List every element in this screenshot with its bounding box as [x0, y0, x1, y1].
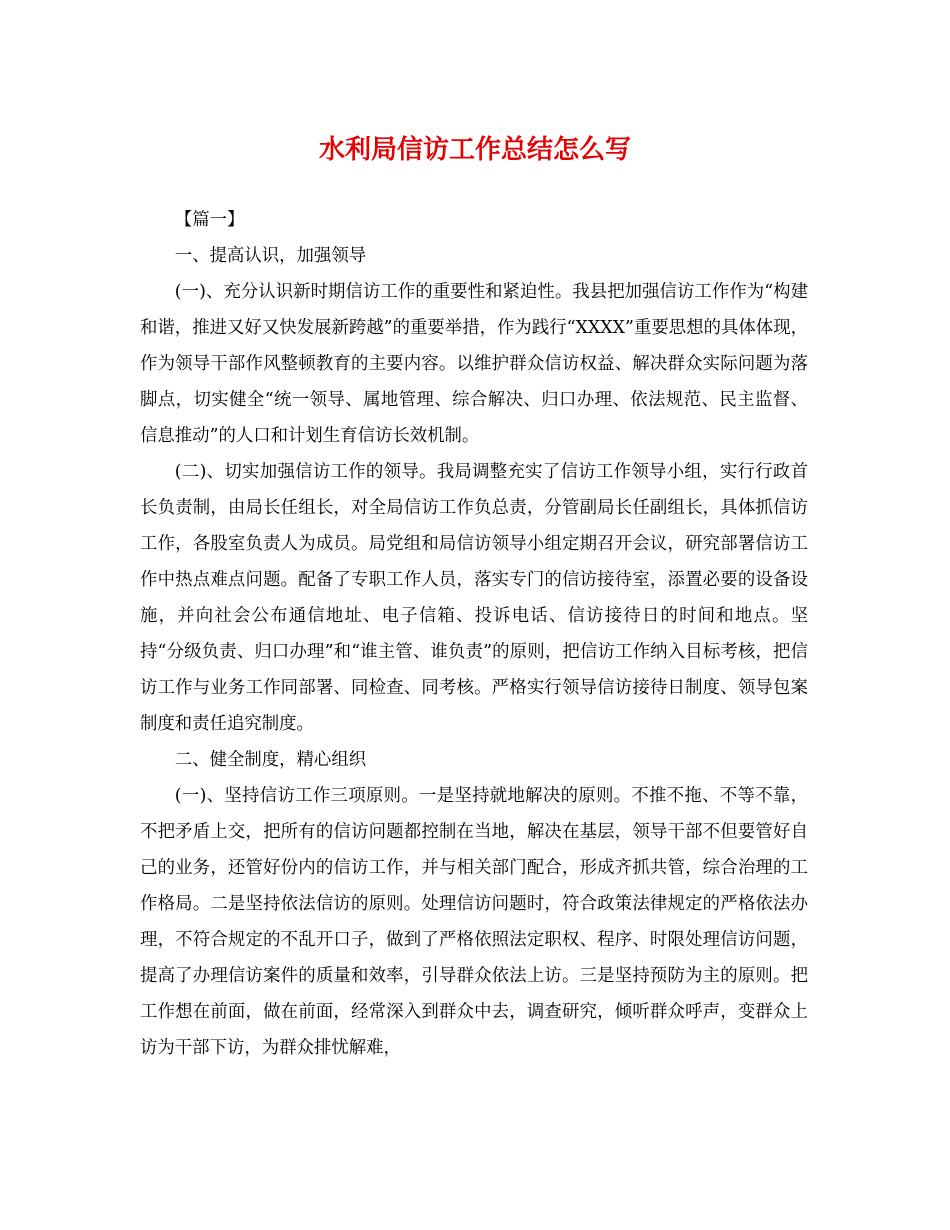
paragraph-1-2: (二)、切实加强信访工作的领导。我局调整充实了信访工作领导小组，实行行政首长负责制，由局长任组长，对全局信访工作负总责，分管副局长任副组长，具体抓信访工作，各股室负责人为成员。局党组和局信访领导小组定期召开会议，研究部署信访工作中热点难点问题。配备了专职工作人员，落实专门的信访接待室，添置必要的设备设施，并向社会公布通信地址、电子信箱、投诉电话、信访接待日的时间和地点。坚持“分级负责、归口办理”和“谁主管、谁负责”的原则，把信访工作纳入目标考核，把信访工作与业务工作同部署、同检查、同考核。严格实行领导信访接待日制度、领导包案制度和责任追究制度。 [140, 462, 808, 734]
section-label-part-one: 【篇一】 [174, 210, 245, 230]
heading-section-one: 一、提高认识，加强领导 [174, 246, 367, 266]
heading-section-two: 二、健全制度，精心组织 [174, 750, 367, 770]
paragraph-1-1: (一)、充分认识新时期信访工作的重要性和紧迫性。我县把加强信访工作作为“构建和谐，推进又好又快发展新跨越”的重要举措，作为践行“XXXX”重要思想的具体体现，作为领导干部作风整顿教育的主要内容。以维护群众信访权益、解决群众实际问题为落脚点，切实健全“统一领导、属地管理、综合解决、归口办理、依法规范、民主监督、信息推动”的人口和计划生育信访长效机制。 [140, 282, 808, 446]
document-title: 水利局信访工作总结怎么写 [318, 135, 631, 165]
document-body [140, 202, 808, 1066]
paragraph-2-1: (一)、坚持信访工作三项原则。一是坚持就地解决的原则。不推不拖、不等不靠，不把矛盾上交，把所有的信访问题都控制在当地，解决在基层，领导干部不但要管好自己的业务，还管好份内的信访工作，并与相关部门配合，形成齐抓共管，综合治理的工作格局。二是坚持依法信访的原则。处理信访问题时，符合政策法律规定的严格依法办理，不符合规定的不乱开口子，做到了严格依照法定职权、程序、时限处理信访问题，提高了办理信访案件的质量和效率，引导群众依法上访。三是坚持预防为主的原则。把工作想在前面，做在前面，经常深入到群众中去，调查研究，倾听群众呼声，变群众上访为干部下访，为群众排忧解难， [140, 786, 808, 1058]
